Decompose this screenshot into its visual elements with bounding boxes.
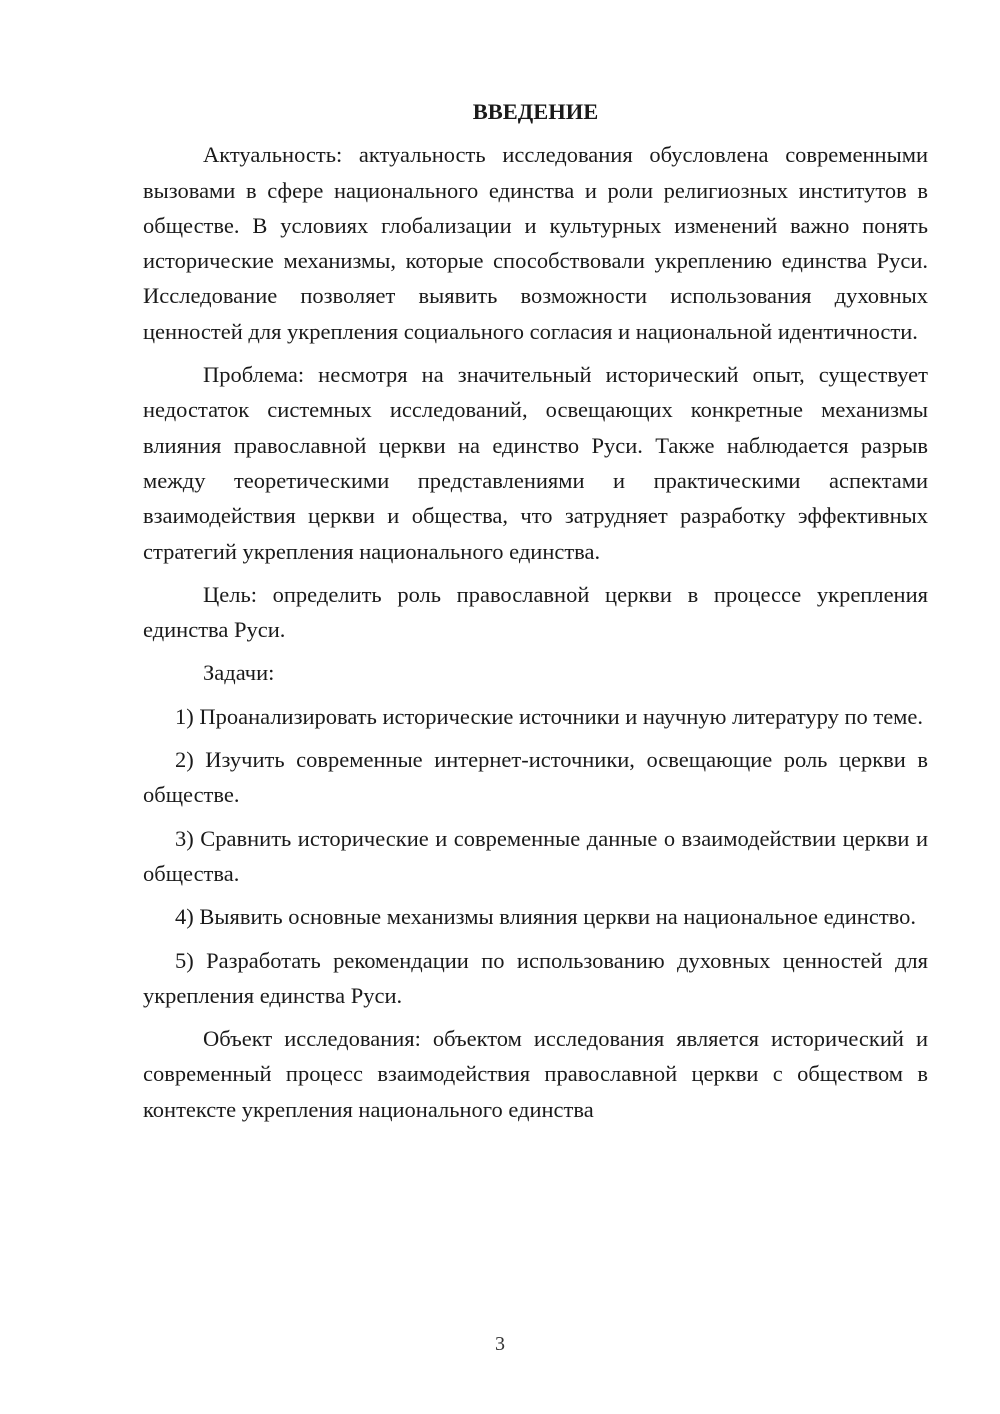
document-page [143, 94, 928, 1135]
object-paragraph: Объект исследования: объектом исследования является исторический и современный процесс взаимодействия православной церкви с обществом в контексте укрепления национального единства [143, 1026, 928, 1122]
section-title: ВВЕДЕНИЕ [472, 99, 599, 124]
task-item-1: 1) Проанализировать исторические источники и научную литературу по теме. [175, 703, 924, 729]
goal-paragraph: Цель: определить роль православной церкви в процессе укрепления единства Руси. [143, 581, 928, 643]
tasks-heading: Задачи: [203, 660, 275, 686]
task-item-2: 2) Изучить современные интернет-источники, освещающие роль церкви в обществе. [143, 747, 928, 808]
relevance-paragraph: Актуальность: актуальность исследования обусловлена современными вызовами в сфере национального единства и роли религиозных институтов в обществе. В условиях глобализации и культурных изменений важно понять исторические механизмы, которые способствовали укреплению единства Руси. Исследование позволяет выявить возможности использования духовных ценностей для укрепления социального согласия и национальной идентичности. [143, 142, 928, 344]
task-item-5: 5) Разработать рекомендации по использованию духовных ценностей для укрепления единства Руси. [143, 947, 928, 1008]
problem-paragraph: Проблема: несмотря на значительный исторический опыт, существует недостаток системных исследований, освещающих конкретные механизмы влияния православной церкви на единство Руси. Также наблюдается разрыв между теоретическими представлениями и практическими аспектами взаимодействия церкви и общества, что затрудняет разработку эффективных стратегий укрепления национального единства. [143, 362, 928, 564]
task-item-3: 3) Сравнить исторические и современные данные о взаимодействии церкви и общества. [143, 825, 928, 886]
page-number: 3 [495, 1333, 505, 1355]
task-item-4: 4) Выявить основные механизмы влияния церкви на национальное единство. [175, 904, 916, 930]
